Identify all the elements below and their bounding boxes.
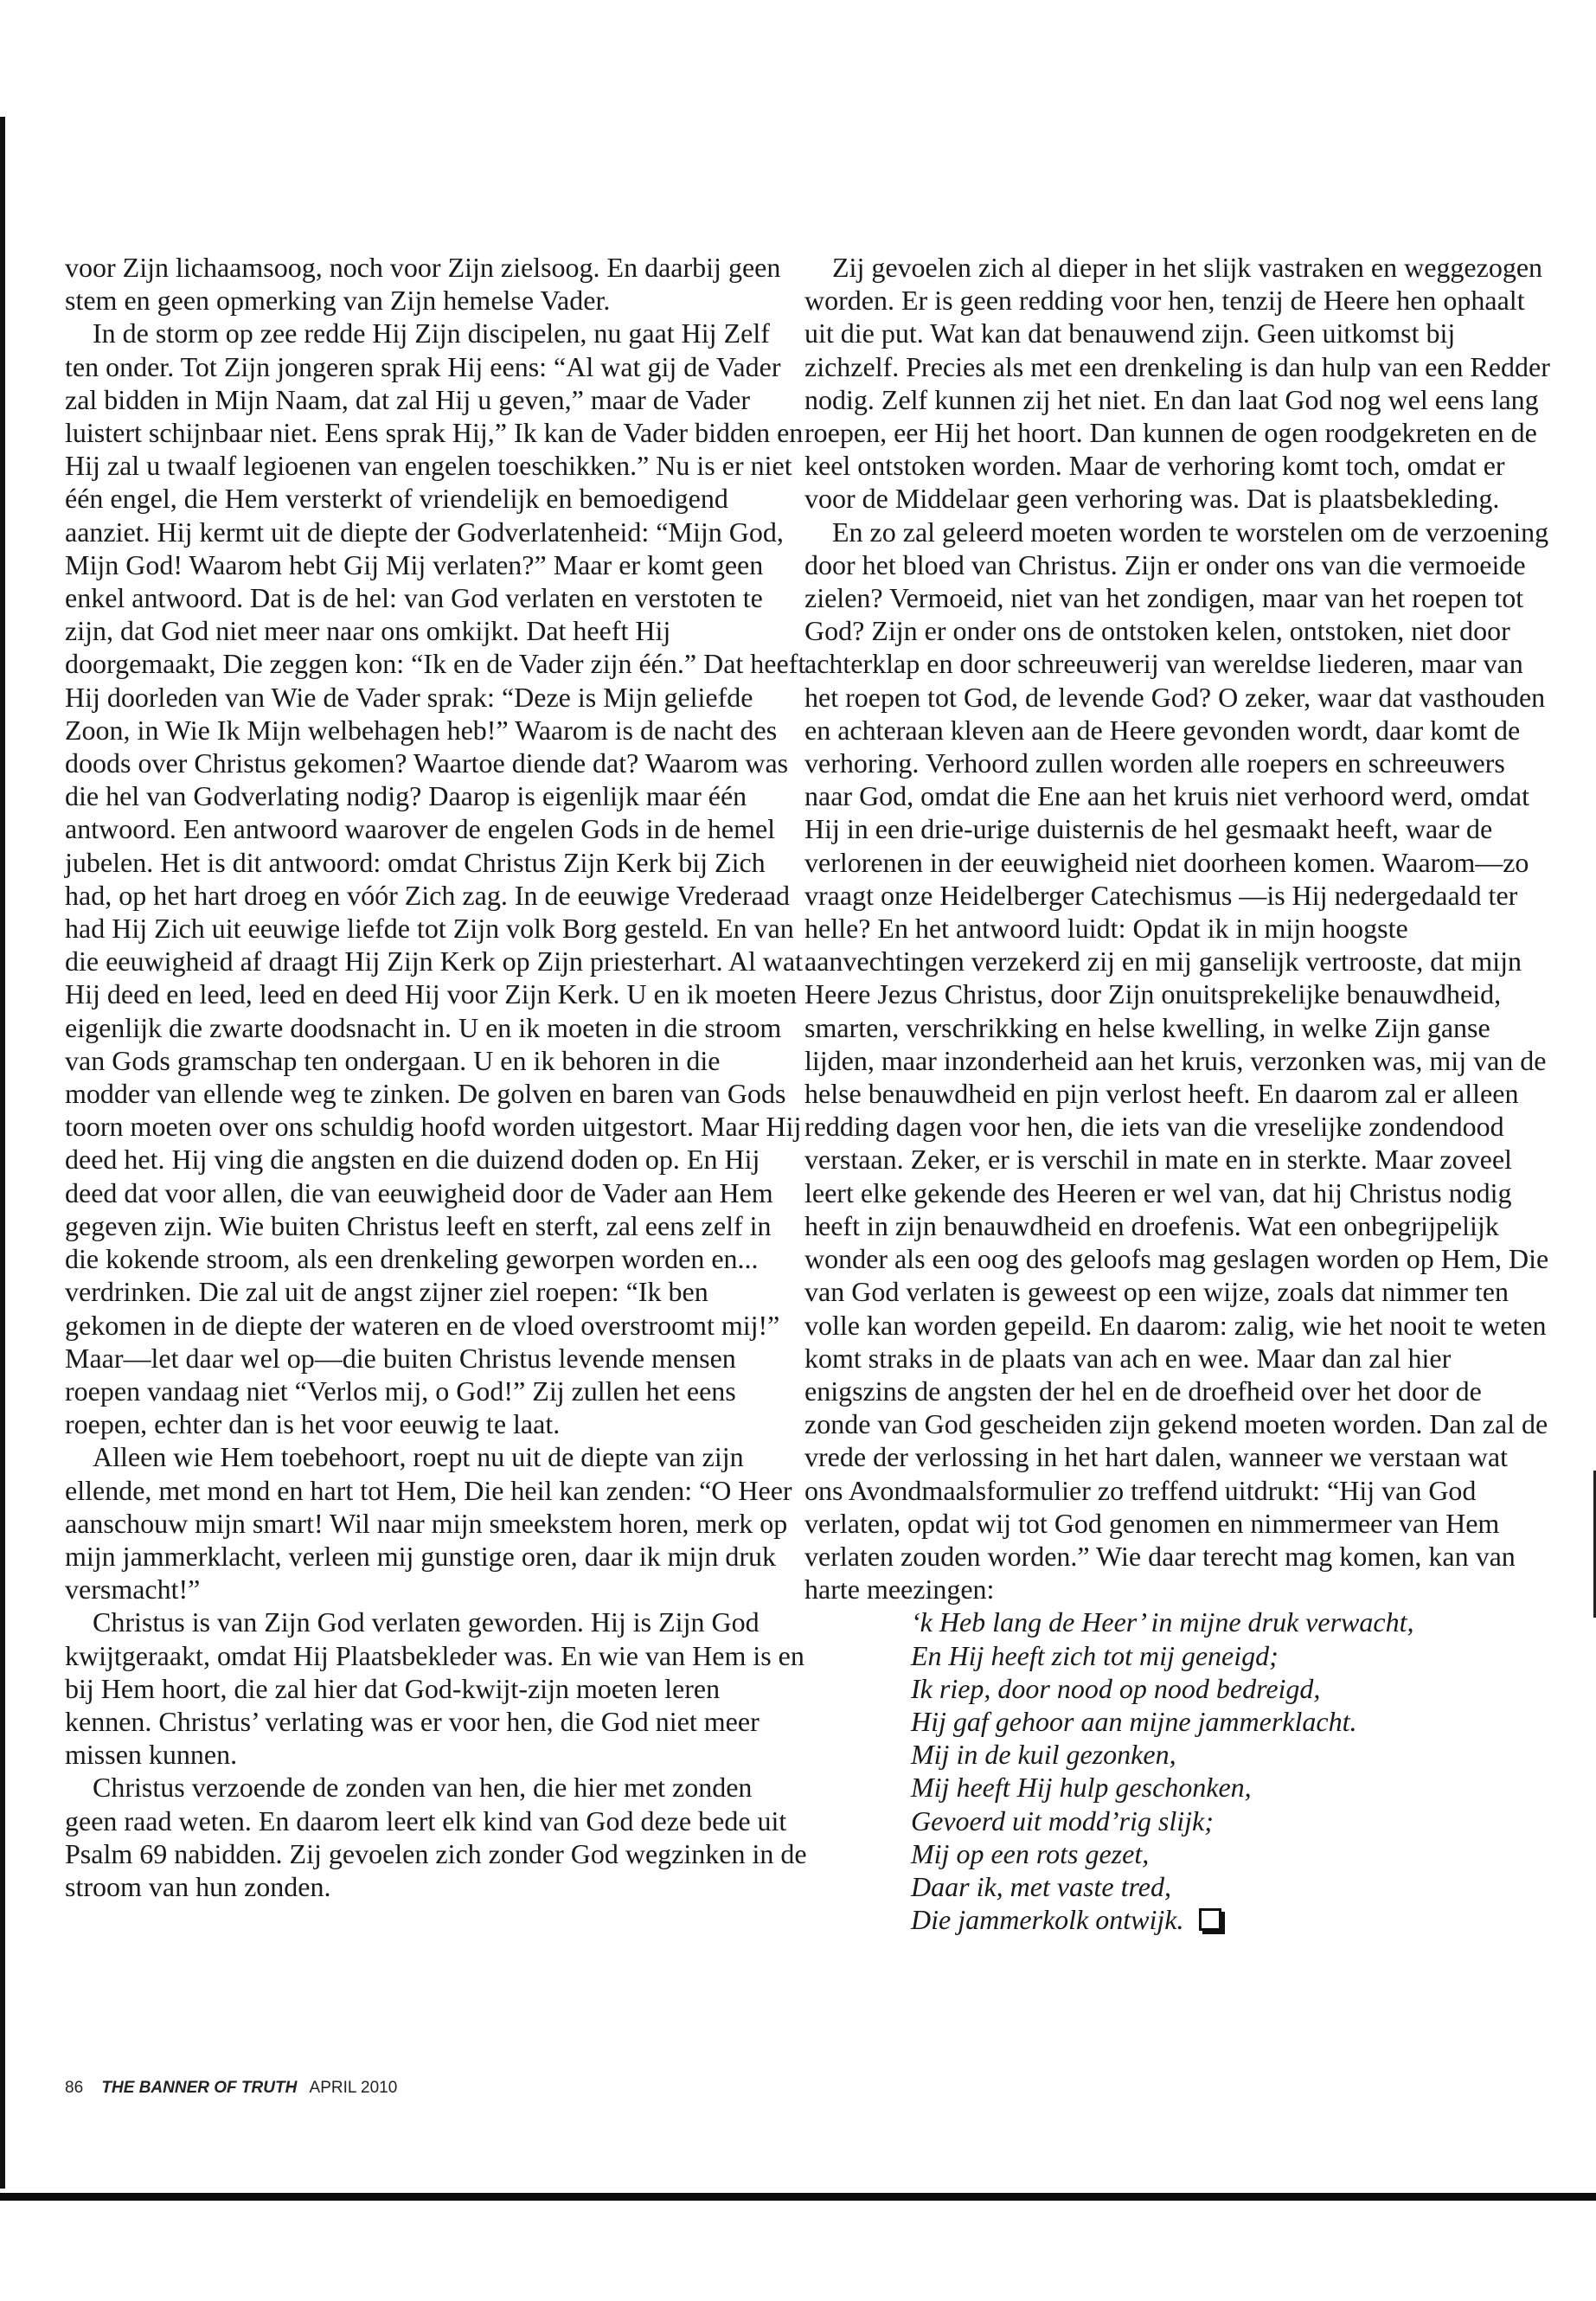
poem-line: En Hij heeft zich tot mij geneigd;	[911, 1639, 1279, 1671]
poem-line: Gevoerd uit modd’rig slijk;	[911, 1804, 1214, 1836]
poem-line: Mij in de kuil gezonken,	[911, 1739, 1176, 1771]
paragraph: Zij gevoelen zich al dieper in het slijk vastraken en weggezogen worden. Er is geen redding voor hen, tenzij de Heere hen ophaalt uit die put. Wat kan dat benauwend zijn. Geen uitkomst bij zichzelf. Precies als met een drenkeling is dan hulp van een Redder nodig. Zelf kunnen zij het niet. En dan laat God nog wel eens lang roepen, eer Hij het hoort. Dan kunnen de ogen roodgekreten en de keel ontstoken worden. Maar de verhoring komt toch, omdat er voor de Middelaar geen verhoring was. Dat is plaatsbekleding.	[804, 252, 1550, 515]
paragraph: Christus verzoende de zonden van hen, die hier met zonden geen raad weten. En daarom leert elk kind van God deze bede uit Psalm 69 nabidden. Zij gevoelen zich zonder God wegzinken in de stroom van hun zonden.	[65, 1772, 807, 1902]
poem-line: Ik riep, door nood op nood bedreigd,	[911, 1672, 1321, 1704]
issue-date: APRIL 2010	[309, 2079, 398, 2097]
paragraph: Christus is van Zijn God verlaten geworden. Hij is Zijn God kwijtgeraakt, omdat Hij Plaatsbekleder was. En wie van Hem is en bij Hem hoort, die zal hier dat God-kwijt-zijn moeten leren kennen. Christus’ verlating was er voor hen, die God niet meer missen kunnen.	[65, 1606, 804, 1771]
poem-line-text: Die jammerkolk ontwijk.	[911, 1904, 1184, 1936]
poem-line: Daar ik, met vaste tred,	[911, 1870, 1171, 1902]
left-column	[65, 251, 809, 1903]
page-edge-left	[0, 117, 5, 2189]
paragraph: En zo zal geleerd moeten worden te worstelen om de verzoening door het bloed van Christus. Zijn er onder ons van die vermoeide zielen? Vermoeid, niet van het zondigen, maar van het roepen tot God? Zijn er onder ons de ontstoken kelen, ontstoken, niet door achterklap en door schreeuwerij van wereldse liederen, maar van het roepen tot God, de levende God? O zeker, waar dat vasthouden en achteraan kleven aan de Heere gevonden wordt, daar komt de verhoring. Verhoord zullen worden alle roepers en schreeuwers naar God, omdat die Ene aan het kruis niet verhoord werd, omdat Hij in een drie-urige duisternis de hel gesmaakt heeft, waar de verlorenen in der eeuwigheid niet doorheen komen. Waarom—zo vraagt onze Heidelberger Catechismus —is Hij nedergedaald ter helle? En het antwoord luidt: Opdat ik in mijn hoogste aanvechtingen verzekerd zij en mij ganselijk vertrooste, dat mijn Heere Jezus Christus, door Zijn onuitsprekelijke benauwdheid, smarten, verschrikking en helse kwelling, in welke Zijn ganse lijden, maar inzonderheid aan het kruis, verzonken was, mij van de helse benauwdheid en pijn verlost heeft. En daarom zal er alleen redding dagen voor hen, die iets van die vreselijke zondendood verstaan. Zeker, er is verschil in mate en in sterkte. Maar zoveel leert elke gekende des Heeren er wel van, dat hij Christus nodig heeft in zijn benauwdheid en droefenis. Wat een onbegrijpelijk wonder als een oog des geloofs mag geslagen worden op Hem, Die van God verlaten is geweest op een wijze, zoals dat nimmer ten volle kan worden gepeild. En daarom: zalig, wie het nooit te weten komt straks in de plaats van ach en wee. Maar dan zal hier enigszins de angsten der hel en de droefheid over het door de zonde van God gescheiden zijn gekend moeten worden. Dan zal de vrede der verlossing in het hart dalen, wanneer we verstaan wat ons Avondmaalsformulier zo treffend uitdrukt: “Hij van God verlaten, opdat wij tot God genomen en nimmermeer van Hem verlaten zouden worden.” Wie daar terecht mag komen, kan van harte meezingen:	[804, 516, 1549, 1606]
psalm-verse	[911, 1606, 1553, 1936]
magazine-title: THE BANNER OF TRUTH	[101, 2079, 298, 2097]
page-footer	[65, 2079, 397, 2098]
paragraph: voor Zijn lichaamsoog, noch voor Zijn zielsoog. En daarbij geen stem en geen opmerking van Zijn hemelse Vader.	[65, 252, 781, 317]
paragraph: Alleen wie Hem toebehoort, roept nu uit de diepte van zijn ellende, met mond en hart tot Hem, Die heil kan zenden: “O Heer aanschouw mijn smart! Wil naar mijn smeekstem horen, merk op mijn jammerklacht, verleen mij gunstige oren, daar ik mijn druk versmacht!”	[65, 1441, 792, 1606]
poem-line: Mij heeft Hij hulp geschonken,	[911, 1772, 1252, 1804]
bottom-rule	[0, 2193, 1596, 2201]
right-column	[804, 251, 1553, 1936]
paragraph: In de storm op zee redde Hij Zijn discipelen, nu gaat Hij Zelf ten onder. Tot Zijn jongeren sprak Hij eens: “Al wat gij de Vader zal bidden in Mijn Naam, dat zal Hij u geven,” maar de Vader luistert schijnbaar niet. Eens sprak Hij,” Ik kan de Vader bidden en Hij zal u twaalf legioenen van engelen toeschikken.” Nu is er niet één engel, die Hem versterkt of vriendelijk en bemoedigend aanziet. Hij kermt uit de diepte der Godverlatenheid: “Mijn God, Mijn God! Waarom hebt Gij Mij verlaten?” Maar er komt geen enkel antwoord. Dat is de hel: van God verlaten en verstoten te zijn, dat God niet meer naar ons omkijkt. Dat heeft Hij doorgemaakt, Die zeggen kon: “Ik en de Vader zijn één.” Dat heeft Hij doorleden van Wie de Vader sprak: “Deze is Mijn geliefde Zoon, in Wie Ik Mijn welbehagen heb!” Waarom is de nacht des doods over Christus gekomen? Waartoe diende dat? Waarom was die hel van Godverlating nodig? Daarop is eigenlijk maar één antwoord. Een antwoord waarover de engelen Gods in de hemel jubelen. Het is dit antwoord: omdat Christus Zijn Kerk bij Zich had, op het hart droeg en vóór Zich zag. In de eeuwige Vrederaad had Hij Zich uit eeuwige liefde tot Zijn volk Borg gesteld. En van die eeuwigheid af draagt Hij Zijn Kerk op Zijn priesterhart. Al wat Hij deed en leed, leed en deed Hij voor Zijn Kerk. U en ik moeten eigenlijk die zwarte doodsnacht in. U en ik moeten in die stroom van Gods gramschap ten ondergaan. U en ik behoren in die modder van ellende weg te zinken. De golven en baren van Gods toorn moeten over ons schuldig hoofd worden uitgestort. Maar Hij deed het. Hij ving die angsten en die duizend doden op. En Hij deed dat voor allen, die van eeuwigheid door de Vader aan Hem gegeven zijn. Wie buiten Christus leeft en sterft, zal eens zelf in die kokende stroom, als een drenkeling geworpen worden en... verdrinken. Die zal uit de angst zijner ziel roepen: “Ik ben gekomen in de diepte der wateren en de vloed overstroomt mij!” Maar—let daar wel op—die buiten Christus levende mensen roepen vandaag niet “Verlos mij, o God!” Zij zullen het eens roepen, echter dan is het voor eeuwig te laat.	[65, 317, 806, 1440]
poem-line: Mij op een rots gezet,	[911, 1837, 1150, 1869]
end-of-article-icon	[1199, 1908, 1221, 1931]
poem-line-last	[911, 1903, 1553, 1936]
poem-line: Hij gaf gehoor aan mijne jammerklacht.	[911, 1705, 1357, 1737]
page-number: 86	[65, 2079, 84, 2097]
poem-line: ‘k Heb lang de Heer’ in mijne druk verwacht,	[911, 1606, 1414, 1638]
